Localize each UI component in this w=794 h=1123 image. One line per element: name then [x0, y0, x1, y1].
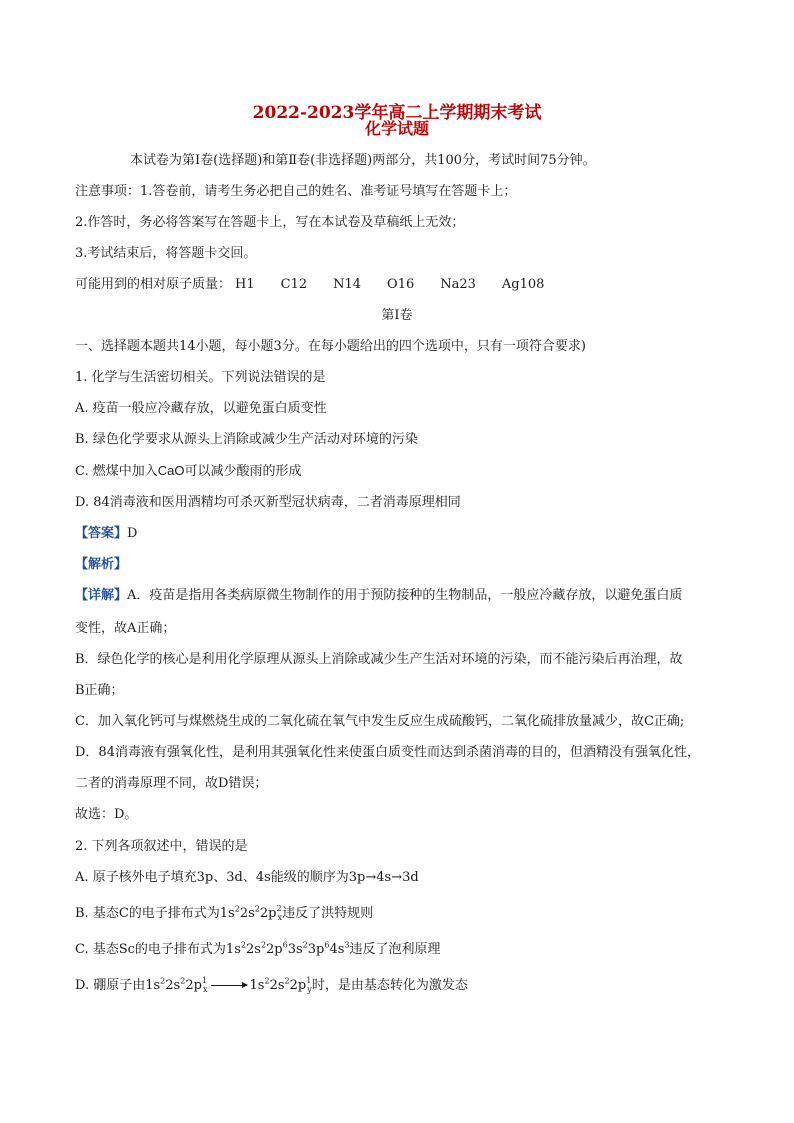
superscript: 2 — [180, 976, 186, 986]
q2-a-pre: A. 原子核外电子填充3p、3d、4s能级的顺序为3p — [75, 870, 366, 885]
atomic-mass-line — [75, 276, 544, 294]
superscript: 6 — [324, 940, 330, 950]
notice-1: 注意事项：1.答卷前，请考生务必把自己的姓名、准考证号填写在答题卡上； — [75, 184, 517, 199]
superscript: 2 — [302, 940, 308, 950]
answer-tag: 【答案】 — [75, 526, 128, 541]
q1-detail-2: 变性，故A正确； — [75, 621, 176, 636]
q1-option-c-post: 可以减少酸雨的形成 — [184, 464, 302, 479]
q2-a-mid: 4s — [376, 870, 392, 885]
section-title: 第Ⅰ卷 — [381, 308, 413, 323]
orbital: 2p — [289, 978, 307, 993]
mass-c: C12 — [280, 277, 308, 292]
superscript: 1 — [306, 976, 312, 985]
exam-description: 本试卷为第Ⅰ卷(选择题)和第Ⅱ卷(非选择题)两部分，共100分，考试时间75分钟。 — [130, 153, 596, 168]
cao-formula: CaO — [157, 463, 185, 478]
mass-ag: Ag108 — [501, 277, 545, 292]
q2-stem: 2. 下列各项叙述中，错误的是 — [75, 839, 248, 854]
notice-3: 3.考试结束后，将答题卡交回。 — [75, 246, 257, 261]
q2-option-a — [75, 869, 419, 887]
q1-option-c — [75, 462, 302, 481]
orbital-px — [276, 905, 282, 924]
superscript: 2 — [254, 904, 260, 914]
orbital: 2p — [185, 978, 202, 993]
subscript: x — [203, 985, 208, 994]
exam-subject: 化学试题 — [364, 119, 429, 138]
q1-option-a: A. 疫苗一般应冷藏存放，以避免蛋白质变性 — [75, 401, 327, 416]
q1-detail-1 — [75, 587, 682, 605]
superscript: 2 — [240, 940, 246, 950]
detail-tag: 【详解】 — [75, 588, 128, 603]
q2-b-post: 违反了洪特规则 — [282, 906, 374, 921]
analysis-tag: 【解析】 — [75, 557, 128, 572]
atomic-mass-label: 可能用到的相对原子质量： — [75, 277, 232, 292]
superscript: 2 — [234, 904, 240, 914]
arrow-icon: → — [391, 870, 403, 885]
q1-detail-3: B．绿色化学的核心是利用化学原理从源头上消除或减少生产生活对环境的污染，而不能污染后再治理，故 — [75, 652, 683, 667]
q1-stem: 1. 化学与生活密切相关。下列说法错误的是 — [75, 370, 326, 385]
mass-o: O16 — [387, 277, 415, 292]
superscript: 2 — [264, 976, 270, 986]
q2-b-pre: B. 基态C的电子排布式为1s — [75, 906, 235, 921]
superscript: 2 — [260, 940, 267, 950]
orbital: 2p — [266, 942, 283, 957]
superscript: 2 — [276, 904, 282, 913]
q2-c-pre: C. 基态Sc的电子排布式为1s — [75, 942, 241, 957]
section-instruction: 一、选择题本题共14小题，每小题3分。在每小题给出的四个选项中，只有一项符合要求) — [75, 339, 586, 354]
q1-option-b: B. 绿色化学要求从源头上消除或减少生产活动对环境的污染 — [75, 432, 418, 447]
orbital: 4s — [329, 942, 345, 957]
orbital: 2s — [239, 906, 255, 921]
q1-option-c-pre: C. 燃煤中加入 — [75, 464, 158, 479]
mass-h: H1 — [235, 277, 255, 292]
q2-d-post: 时，是由基态转化为激发态 — [311, 978, 468, 993]
long-arrow-icon — [211, 985, 247, 986]
superscript: 2 — [160, 976, 166, 986]
orbital-px — [202, 977, 208, 996]
q1-detail-8: 故选：D。 — [75, 807, 138, 822]
orbital: 2s — [165, 978, 181, 993]
subscript: y — [307, 985, 312, 994]
orbital: 2p — [259, 906, 277, 921]
detail-text: A．疫苗是指用各类病原微生物制作的用于预防接种的生物制品，一般应冷藏存放，以避免蛋白质 — [127, 588, 683, 603]
q1-detail-4: B正确； — [75, 683, 124, 698]
q2-option-c — [75, 941, 441, 959]
q1-analysis — [75, 556, 127, 574]
superscript: 3 — [344, 940, 350, 950]
q1-detail-5: C．加入氧化钙可与煤燃烧生成的二氧化硫在氧气中发生反应生成硫酸钙，二氧化硫排放量减少，故C正确; — [75, 714, 685, 729]
orbital: 3p — [307, 942, 325, 957]
q1-detail-6: D．84消毒液有强氧化性，是利用其强氧化性来使蛋白质变性而达到杀菌消毒的目的，但酒精没有强氧化性， — [75, 745, 700, 760]
notice-2: 2.作答时，务必将答案写在答题卡上，写在本试卷及草稿纸上无效； — [75, 215, 465, 230]
orbital: 2s — [269, 978, 285, 993]
exam-title: 2022-2023学年高二上学期期末考试 — [252, 103, 542, 123]
subscript: x — [277, 913, 283, 922]
arrow-icon: → — [365, 870, 377, 885]
orbital: 3s — [287, 942, 303, 957]
orbital: 1s — [249, 978, 265, 993]
mass-na: Na23 — [440, 277, 476, 292]
q2-c-post: 违反了泡利原理 — [349, 942, 441, 957]
superscript: 2 — [284, 976, 290, 986]
orbital-py — [306, 977, 312, 996]
q1-option-d: D. 84消毒液和医用酒精均可杀灭新型冠状病毒，二者消毒原理相同 — [75, 495, 461, 510]
q2-option-b — [75, 905, 373, 924]
q2-a-post: 3d — [402, 870, 419, 885]
superscript: 6 — [282, 940, 288, 950]
q2-option-d — [75, 977, 468, 996]
q2-d-pre: D. 硼原子由1s — [75, 978, 161, 993]
mass-n: N14 — [333, 277, 362, 292]
superscript: 1 — [201, 976, 207, 985]
q1-answer — [75, 525, 137, 543]
q1-detail-7: 二者的消毒原理不同，故D错误； — [75, 776, 268, 791]
orbital: 2s — [245, 942, 261, 957]
answer-value: D — [127, 526, 138, 541]
